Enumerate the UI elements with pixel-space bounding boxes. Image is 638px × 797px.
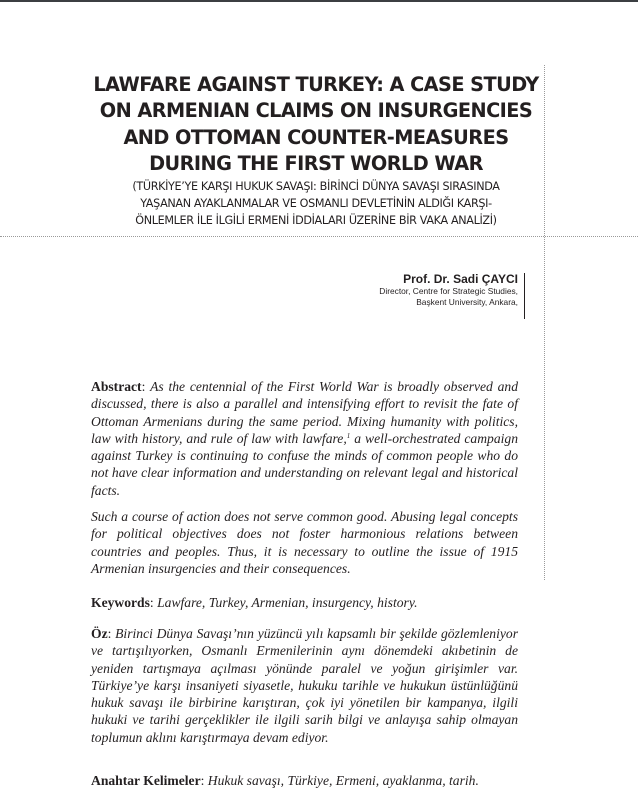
author-name: Prof. Dr. Sadi ÇAYCI (403, 272, 518, 286)
footnote-marker[interactable]: 1 (346, 431, 351, 440)
abstract-paragraph-2-text: Such a course of action does not serve common good. Abusing legal concepts for political objectives does not foster harmonious relations between countries and peoples. Thus, it is necessary to outline the issue of 1915 Armenian insurgencies and their consequences. (91, 509, 518, 576)
abstract-separator: : (141, 379, 151, 394)
author-block (379, 272, 518, 307)
header-horizontal-divider (0, 236, 638, 237)
author-affiliation: Başkent University, Ankara, (416, 296, 518, 307)
abstract-label: Abstract (91, 379, 142, 394)
abstract-paragraph (91, 378, 518, 499)
anahtar-separator: : (200, 773, 208, 788)
keywords-separator: : (149, 595, 158, 610)
abstract-text: As the centennial of the First World War is broadly observed and discussed, there is also a parallel and intensifying effort to revisit the fate of Ottoman Armenians during the same period. Mixing humanity with politics, law with history, and rule of law with lawfare, (91, 379, 518, 446)
oz-paragraph (91, 625, 518, 746)
subtitle-line: YAŞANAN AYAKLANMALAR VE OSMANLI DEVLETİNİN ALDIĞI KARŞI- (140, 197, 492, 210)
article-subtitle-turkish (88, 178, 544, 229)
article-title-line: DURING THE FIRST WORLD WAR (149, 151, 483, 175)
anahtar-kelimeler-line (91, 772, 518, 789)
keywords-text: Lawfare, Turkey, Armenian, insurgency, history. (157, 595, 418, 610)
article-title (88, 72, 544, 177)
oz-text: Birinci Dünya Savaşı’nın yüzüncü yılı kapsamlı bir şekilde gözlemleniyor ve tartışılıyorken, Osmanlı Ermenilerinin aynı dönemdeki akıbetinin de yeniden tartışmaya açılması yönünde paralel ve yoğun girişimler var. Türkiye’ye karşı insaniyeti siyasetle, hukuku tarihle ve hukukun üstünlüğünü hukuk savaşı ile birbirine karıştıran, çok iyi yönetilen bir kampanya, ilgili hukuki ve tarihi gerçeklikler ile ilgili sarih bilgi ve anlayışa sahip olmayan toplumun aklını karıştırmaya devam ediyor. (91, 626, 518, 745)
keywords-line (91, 594, 518, 611)
oz-separator: : (107, 626, 116, 641)
column-guide-vertical-divider (544, 65, 545, 580)
viewer-top-bar (0, 0, 638, 2)
article-title-line: AND OTTOMAN COUNTER-MEASURES (123, 125, 509, 149)
abstract-paragraph-2 (91, 508, 518, 577)
abstract-text-continued: a well-orchestrated campaign against Turkey is continuing to confuse the minds of common people who do not have clear information and understanding on relevant legal and historical facts. (91, 430, 518, 498)
anahtar-text: Hukuk savaşı, Türkiye, Ermeni, ayaklanma, tarih. (207, 773, 479, 788)
subtitle-line: ÖNLEMLER İLE İLGİLİ ERMENİ İDDİALARI ÜZERİNE BİR VAKA ANALİZİ) (135, 214, 497, 227)
keywords-label: Keywords (91, 595, 150, 610)
oz-label: Öz (91, 626, 108, 641)
subtitle-line: (TÜRKİYE’YE KARŞI HUKUK SAVAŞI: BİRİNCİ DÜNYA SAVAŞI SIRASINDA (132, 180, 500, 193)
article-title-line: LAWFARE AGAINST TURKEY: A CASE STUDY (93, 73, 539, 96)
author-accent-bar (524, 273, 525, 319)
article-title-line: ON ARMENIAN CLAIMS ON INSURGENCIES (99, 99, 533, 123)
author-affiliation: Director, Centre for Strategic Studies, (379, 286, 518, 296)
anahtar-label: Anahtar Kelimeler (91, 773, 201, 788)
